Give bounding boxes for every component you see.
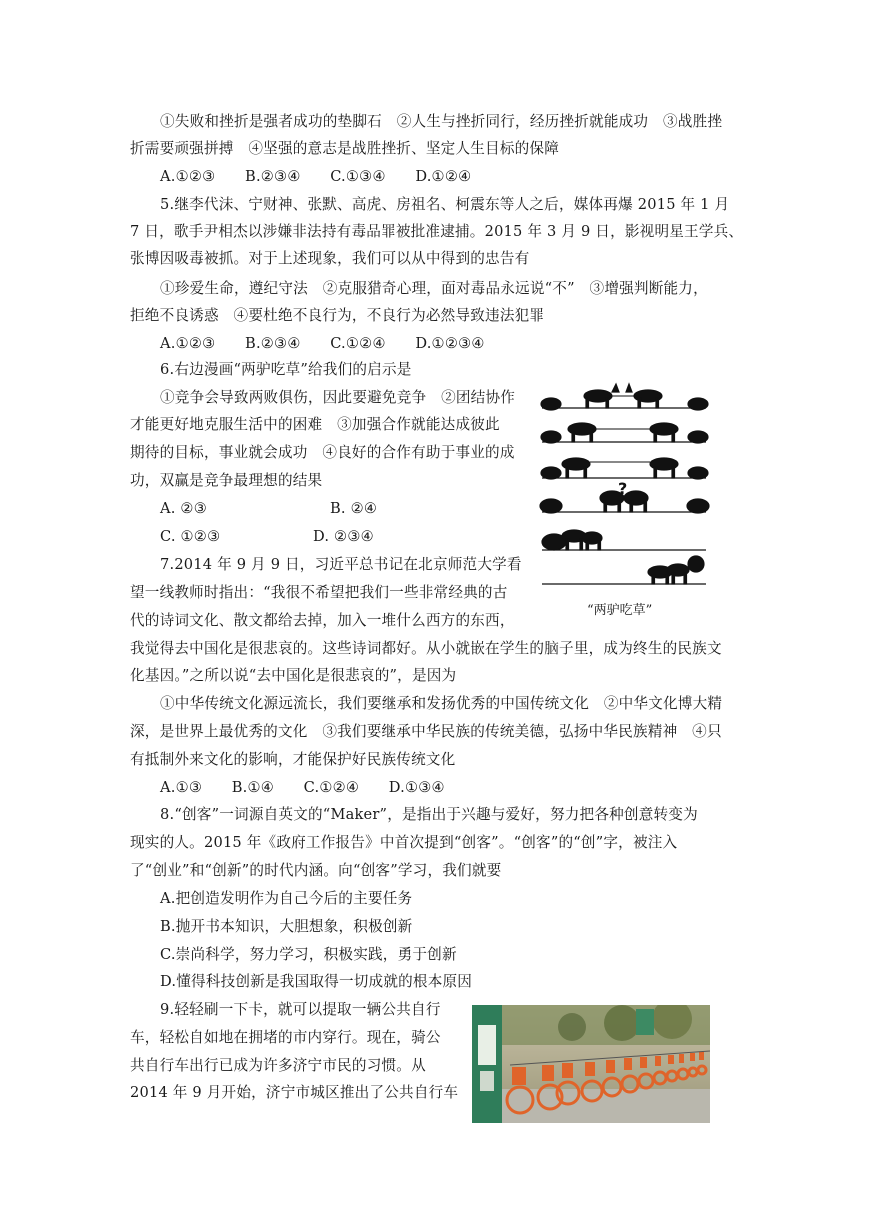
q4-choices-line1: ①失败和挫折是强者成功的垫脚石 ②人生与挫折同行，经历挫折就能成功 ③战胜挫: [160, 113, 723, 130]
q4-options: A.①②③ B.②③④ C.①③④ D.①②④: [160, 168, 472, 185]
q8-option-b: B.抛开书本知识，大胆想象，积极创新: [160, 918, 413, 935]
q6-stem: 6.右边漫画“两驴吃草”给我们的启示是: [160, 361, 412, 378]
q8-stem-line2: 现实的人。2015 年《政府工作报告》中首次提到“创客”。“创客”的“创”字，被注入: [130, 834, 678, 851]
q5-choices-line1: ①珍爱生命，遵纪守法 ②克服猎奇心理，面对毒品永远说“不” ③增强判断能力，: [160, 280, 708, 297]
q9-stem-line4: 2014 年 9 月开始，济宁市城区推出了公共自行车: [130, 1084, 459, 1101]
svg-text:?: ?: [618, 479, 628, 498]
q9-stem-line1: 9.轻轻刷一下卡，就可以提取一辆公共自行: [160, 1001, 441, 1018]
q6-choices-line4: 功，双赢是竞争最理想的结果: [130, 472, 323, 489]
q8-stem-line3: 了“创业”和“创新”的时代内涵。向“创客”学习，我们就要: [130, 862, 502, 879]
q5-stem-line1: 5.继李代沫、宁财神、张默、高虎、房祖名、柯震东等人之后，媒体再爆 2015 年 1 月: [160, 196, 730, 213]
cartoon-caption: “两驴吃草”: [587, 603, 653, 618]
q7-stem-line2: 望一线教师时指出：“我很不希望把我们一些非常经典的古: [130, 584, 508, 601]
q7-choices-line1: ①中华传统文化源远流长，我们要继承和发扬优秀的中国传统文化 ②中华文化博大精: [160, 695, 723, 712]
q5-stem-line3: 张博因吸毒被抓。对于上述现象，我们可以从中得到的忠告有: [130, 250, 530, 267]
q9-stem-line2: 车，轻松自如地在拥堵的市内穿行。现在，骑公: [130, 1029, 441, 1046]
public-bicycle-photo: [472, 1005, 710, 1123]
q5-stem-line2: 7 日，歌手尹相杰以涉嫌非法持有毒品罪被批准逮捕。2015 年 3 月 9 日，影视明星王学兵、: [130, 223, 744, 240]
q6-choices-line3: 期待的目标，事业就会成功 ④良好的合作有助于事业的成: [130, 444, 515, 461]
q7-stem-line1: 7.2014 年 9 月 9 日，习近平总书记在北京师范大学看: [160, 556, 522, 573]
q8-option-d: D.懂得科技创新是我国取得一切成就的根本原因: [160, 973, 473, 990]
q7-choices-line3: 有抵制外来文化的影响，才能保护好民族传统文化: [130, 751, 456, 768]
q7-stem-line5: 化基因。”之所以说“去中国化是很悲哀的”，是因为: [130, 667, 457, 684]
q6-choices-line2: 才能更好地克服生活中的困难 ③加强合作就能达成彼此: [130, 416, 500, 433]
q7-stem-line4: 我觉得去中国化是很悲哀的。这些诗词都好。从小就嵌在学生的脑子里，成为终生的民族文: [130, 640, 722, 657]
q7-stem-line3: 代的诗词文化、散文都给去掉，加入一堆什么西方的东西，: [130, 612, 515, 629]
q9-stem-line3: 共自行车出行已成为许多济宁市民的习惯。从: [130, 1057, 426, 1074]
q6-option-c: C. ①②③: [160, 528, 221, 545]
q5-choices-line2: 拒绝不良诱惑 ④要杜绝不良行为，不良行为必然导致违法犯罪: [130, 307, 545, 324]
q6-option-d: D. ②③④: [313, 528, 374, 545]
q8-stem-line1: 8.“创客”一词源自英文的“Maker”，是指出于兴趣与爱好，努力把各种创意转变为: [160, 806, 698, 823]
q5-options: A.①②③ B.②③④ C.①②④ D.①②③④: [160, 335, 485, 352]
q4-choices-line2: 折需要顽强拼搏 ④坚强的意志是战胜挫折、坚定人生目标的保障: [130, 140, 560, 157]
q7-options: A.①③ B.①④ C.①②④ D.①③④: [160, 779, 445, 796]
q7-choices-line2: 深，是世界上最优秀的文化 ③我们要继承中华民族的传统美德，弘扬中华民族精神 ④只: [130, 723, 722, 740]
q6-choices-line1: ①竞争会导致两败俱伤，因此要避免竞争 ②团结协作: [160, 389, 516, 406]
two-donkeys-cartoon: [536, 374, 712, 590]
q6-option-b: B. ②④: [330, 500, 378, 517]
q8-option-a: A.把创造发明作为自己今后的主要任务: [160, 890, 413, 907]
q8-option-c: C.崇尚科学，努力学习，积极实践，勇于创新: [160, 946, 457, 963]
q6-option-a: A. ②③: [160, 500, 207, 517]
